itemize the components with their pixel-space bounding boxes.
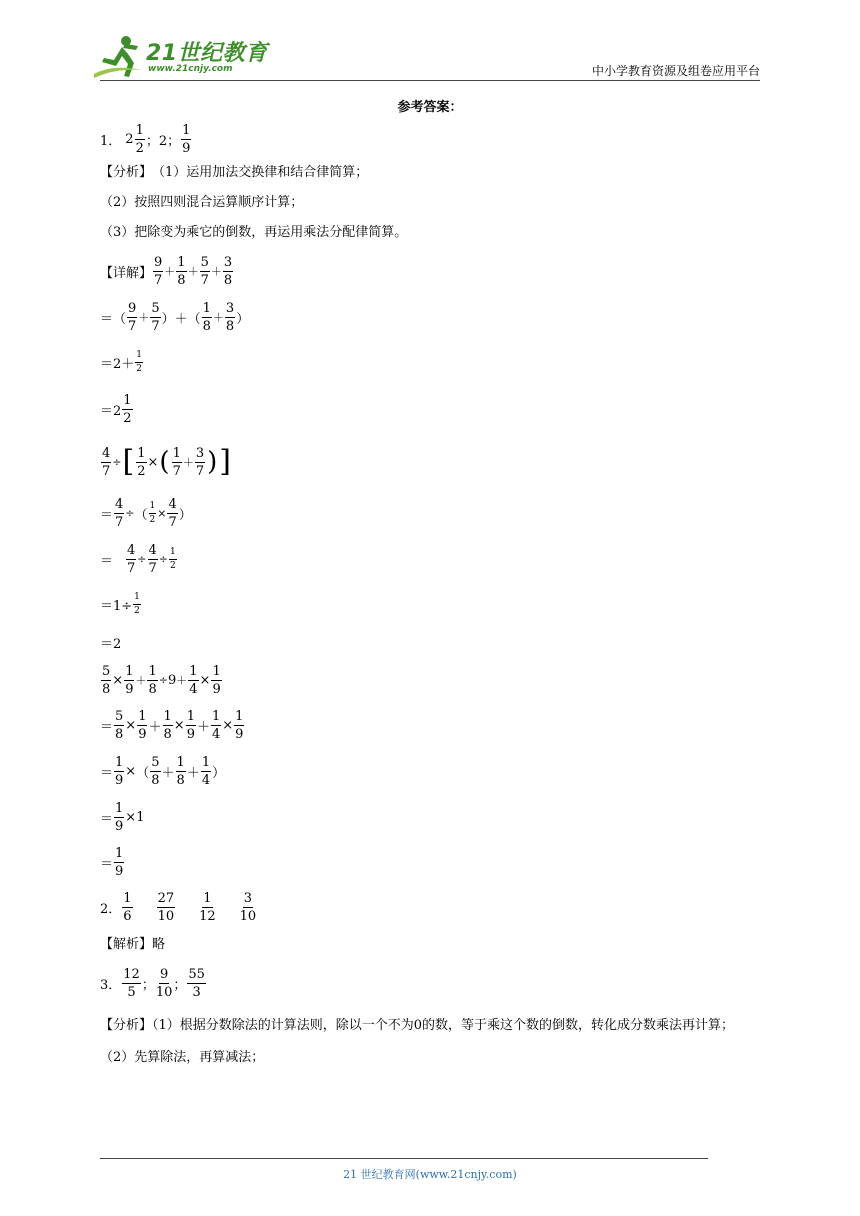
numerator: 1 (149, 502, 157, 514)
denominator: 9 (115, 818, 124, 834)
fraction (188, 665, 198, 696)
equals-sign: ＝ (100, 765, 114, 781)
denominator: 10 (157, 908, 175, 924)
detail-line (100, 434, 760, 490)
fraction (135, 124, 145, 155)
paren: （ (187, 311, 201, 327)
numerator: 1 (177, 254, 186, 270)
fraction (163, 710, 173, 741)
denominator: 8 (163, 726, 172, 742)
fraction (126, 544, 136, 575)
numerator: 3 (195, 445, 205, 461)
denominator: 2 (149, 514, 156, 525)
detail-line (100, 702, 760, 748)
detail-line (100, 248, 760, 294)
page-header (0, 0, 860, 90)
divide-sign: ÷ (158, 552, 169, 566)
denominator: 9 (186, 726, 195, 742)
paren: （ (134, 507, 148, 523)
numerator: 1 (176, 754, 185, 770)
numerator: 5 (151, 754, 160, 770)
numerator: 1 (148, 663, 157, 679)
numerator: 1 (138, 708, 147, 724)
numerator: 9 (128, 300, 137, 316)
fraction (234, 710, 244, 741)
plus-sign: ＋ (174, 311, 188, 327)
q3-analysis-2 (100, 1042, 760, 1074)
denominator: 9 (235, 726, 244, 742)
numerator: 1 (137, 445, 146, 461)
fraction (122, 892, 132, 923)
times-sign: × (157, 506, 167, 520)
paren: ） (178, 507, 192, 523)
detail-line (100, 536, 760, 582)
numerator: 4 (148, 542, 157, 558)
denominator: 9 (138, 726, 147, 742)
q3-answer (100, 960, 760, 1006)
denominator: 8 (223, 272, 233, 288)
fraction (176, 256, 186, 287)
q3-number: 3． (100, 977, 122, 993)
denominator: 6 (123, 908, 132, 924)
numerator: 9 (154, 254, 163, 270)
numerator: 12 (123, 966, 140, 982)
plus-sign: ＋ (182, 456, 194, 469)
denominator: 5 (127, 984, 136, 1000)
denominator: 10 (239, 908, 257, 924)
analysis-text: （1）运用加法交换律和结合律简算； (152, 165, 369, 180)
numerator: 3 (243, 890, 253, 906)
denominator: 4 (211, 726, 221, 742)
numerator: 4 (168, 496, 177, 512)
numerator: 1 (235, 708, 244, 724)
runner-logo-icon (92, 34, 144, 80)
divide-sign: ÷ (125, 506, 135, 520)
answer-content (100, 96, 760, 1074)
divide-sign: ÷ (137, 552, 147, 566)
denominator: 8 (225, 318, 235, 334)
q1-analysis-3 (100, 218, 760, 248)
equals-sign: ＝ (100, 856, 114, 872)
fraction (186, 710, 196, 741)
q1-analysis-1 (100, 158, 760, 188)
denominator: 2 (135, 140, 144, 156)
plus-sign: ＋ (161, 765, 175, 781)
plus-sign: ＋ (148, 719, 162, 735)
denominator: 8 (148, 681, 157, 697)
times-sign: × (112, 672, 124, 688)
plus-sign: ＋ (164, 265, 176, 278)
paren: ） (236, 311, 250, 327)
denominator: 2 (136, 363, 143, 374)
fraction (187, 968, 206, 999)
detail-line (100, 840, 760, 884)
denominator: 4 (189, 681, 198, 697)
fraction (114, 756, 124, 787)
page-footer[interactable]: 21 世纪教育网(www.21cnjy.com) (343, 1168, 517, 1181)
numerator: 5 (102, 663, 111, 679)
q2-number: 2． (100, 901, 122, 917)
fraction (211, 665, 221, 696)
fraction (223, 256, 233, 287)
times-sign: × (147, 454, 159, 470)
plus-sign: ＋ (135, 674, 147, 687)
numerator: 1 (123, 392, 132, 408)
fraction (202, 302, 212, 333)
expression: ×1 (125, 809, 145, 825)
detail-line (100, 384, 760, 434)
fraction (148, 544, 158, 575)
fraction (149, 502, 157, 525)
q1-answer (100, 120, 760, 158)
logo-text: 21世纪教育 (146, 41, 268, 66)
paren: （ (113, 311, 127, 327)
numerator: 3 (225, 300, 235, 316)
detail-line (100, 748, 760, 794)
detail-line (100, 582, 760, 626)
denominator: 9 (125, 681, 134, 697)
fraction (225, 302, 235, 333)
plus-sign: ＋ (176, 674, 188, 687)
numerator: 1 (212, 663, 221, 679)
times-sign: × (222, 717, 234, 733)
fraction (114, 847, 124, 878)
equals-sign: ＝ (100, 311, 114, 327)
fraction (176, 756, 186, 787)
fraction (136, 447, 146, 478)
denominator: 7 (172, 463, 181, 479)
fraction (133, 593, 141, 616)
fraction (157, 892, 176, 923)
fraction (135, 351, 143, 374)
fraction (200, 256, 210, 287)
denominator: 3 (192, 984, 201, 1000)
plus-sign: ＋ (196, 719, 210, 735)
separator: ；2； (145, 133, 181, 149)
numerator: 1 (202, 300, 211, 316)
denominator: 7 (200, 272, 209, 288)
plus-sign: ＋ (186, 765, 200, 781)
denominator: 8 (177, 272, 186, 288)
analysis-label: 【分析】 (100, 165, 153, 180)
fraction (181, 124, 191, 155)
detail-line (100, 340, 760, 384)
q3-analysis-1 (100, 1010, 760, 1042)
denominator: 8 (115, 726, 124, 742)
times-sign: × (125, 763, 137, 779)
denominator: 9 (212, 681, 221, 697)
expression: ＝2＋ (100, 356, 135, 372)
fraction (169, 548, 177, 571)
equals-sign: ＝ (100, 553, 114, 569)
analysis-text: （2）先算除法，再算减法； (100, 1050, 265, 1065)
divide-sign: ÷ (112, 455, 122, 469)
site-logo (92, 34, 268, 80)
analysis-text: （3）把除变为乘它的倒数，再运用乘法分配律简算。 (100, 225, 408, 240)
plus-sign: ＋ (210, 265, 222, 278)
q1-number: 1． (100, 133, 122, 149)
numerator: 4 (127, 542, 136, 558)
detail-line (100, 490, 760, 536)
separator: ； (173, 977, 187, 993)
detail-line (100, 626, 760, 658)
paren: （ (136, 765, 150, 781)
fraction (114, 802, 124, 833)
header-divider (100, 80, 760, 81)
denominator: 8 (176, 772, 185, 788)
fraction (195, 447, 205, 478)
footer-divider (100, 1158, 708, 1159)
separator: ； (141, 977, 155, 993)
fraction (122, 394, 132, 425)
denominator: 9 (115, 772, 124, 788)
page-title: 参考答案： (397, 100, 463, 115)
fraction (156, 968, 173, 999)
fraction (101, 447, 111, 478)
fraction (240, 892, 257, 923)
numerator: 27 (157, 890, 175, 906)
denominator: 12 (199, 908, 216, 924)
fraction (172, 447, 182, 478)
numerator: 5 (115, 708, 124, 724)
fraction (114, 498, 124, 529)
numerator: 1 (115, 845, 124, 861)
analysis-text: 略 (152, 937, 166, 952)
detail-label: 【详解】 (100, 265, 153, 281)
times-sign: × (199, 672, 211, 688)
numerator: 1 (163, 708, 172, 724)
q2-analysis (100, 930, 760, 960)
denominator: 7 (128, 318, 137, 334)
numerator: 1 (189, 663, 198, 679)
numerator: 1 (182, 122, 191, 138)
denominator: 8 (102, 681, 111, 697)
expression: ＝2 (100, 636, 122, 652)
denominator: 10 (155, 984, 173, 1000)
analysis-text: （2）按照四则混合运算顺序计算； (100, 195, 304, 210)
fraction (122, 968, 141, 999)
denominator: 2 (170, 560, 176, 571)
denominator: 8 (202, 318, 211, 334)
denominator: 2 (134, 605, 140, 616)
header-platform-text: 中小学教育资源及组卷应用平台 (591, 64, 760, 78)
paren: ） (161, 311, 175, 327)
detail-line (100, 794, 760, 840)
denominator: 4 (201, 772, 211, 788)
fraction (137, 710, 147, 741)
plus-sign: ＋ (212, 311, 224, 324)
detail-line (100, 294, 760, 340)
numerator: 1 (123, 890, 132, 906)
fraction (199, 892, 216, 923)
numerator: 1 (125, 663, 134, 679)
fraction (153, 256, 163, 287)
denominator: 7 (151, 318, 160, 334)
denominator: 7 (168, 514, 177, 530)
logo-url: www.21cnjy.com (148, 64, 233, 74)
divide-sign: ÷ (158, 673, 168, 687)
analysis-text: （1）根据分数除法的计算法则，除以一个不为0的数，等于乘这个数的倒数，转化成分数乘法再计算； (152, 1018, 735, 1033)
equals-sign: ＝ (100, 719, 114, 735)
fraction (201, 756, 211, 787)
equals-sign: ＝ (100, 507, 114, 523)
numerator: 1 (135, 351, 143, 363)
expression: ＝2 (100, 403, 122, 419)
numerator: 4 (102, 445, 111, 461)
numerator: 3 (223, 254, 233, 270)
denominator: 7 (148, 560, 157, 576)
numerator: 55 (188, 966, 205, 982)
numerator: 5 (151, 300, 160, 316)
numerator: 1 (169, 548, 177, 560)
numerator: 1 (211, 708, 221, 724)
fraction (147, 665, 157, 696)
denominator: 7 (195, 463, 205, 479)
denominator: 9 (182, 140, 191, 156)
right-bracket: ] (219, 444, 231, 479)
numerator: 4 (115, 496, 124, 512)
numerator: 1 (201, 754, 211, 770)
fraction (101, 665, 111, 696)
numerator: 1 (186, 708, 195, 724)
numerator: 1 (203, 890, 212, 906)
denominator: 2 (137, 463, 146, 479)
equals-sign: ＝ (100, 811, 114, 827)
numerator: 1 (133, 593, 141, 605)
denominator: 9 (115, 863, 124, 879)
denominator: 7 (115, 514, 124, 530)
fraction (150, 756, 160, 787)
denominator: 7 (154, 272, 163, 288)
fraction (150, 302, 160, 333)
denominator: 2 (123, 410, 132, 426)
q2-answer (100, 884, 760, 930)
plus-sign: ＋ (187, 265, 199, 278)
expression: ＝1÷ (100, 598, 133, 614)
denominator: 7 (127, 560, 136, 576)
numerator: 1 (115, 754, 124, 770)
fraction (124, 665, 134, 696)
times-sign: × (125, 717, 137, 733)
q1-analysis-2 (100, 188, 760, 218)
right-paren: ) (207, 447, 218, 477)
mixed-whole: 2 (125, 131, 134, 147)
times-sign: × (173, 717, 185, 733)
detail-line (100, 658, 760, 702)
numerator: 9 (159, 966, 169, 982)
fraction (114, 710, 124, 741)
numerator: 1 (115, 800, 124, 816)
denominator: 7 (102, 463, 111, 479)
denominator: 8 (151, 772, 160, 788)
number: 9 (167, 672, 177, 688)
left-paren: ( (159, 447, 170, 477)
numerator: 5 (200, 254, 209, 270)
fraction (211, 710, 221, 741)
left-bracket: [ (122, 444, 135, 479)
numerator: 1 (135, 122, 144, 138)
paren: ） (212, 765, 226, 781)
numerator: 1 (172, 445, 181, 461)
plus-sign: ＋ (138, 311, 150, 324)
analysis-label: 【分析】 (100, 1018, 153, 1033)
fraction (127, 302, 137, 333)
analysis-label: 【解析】 (100, 937, 153, 952)
fraction (167, 498, 177, 529)
